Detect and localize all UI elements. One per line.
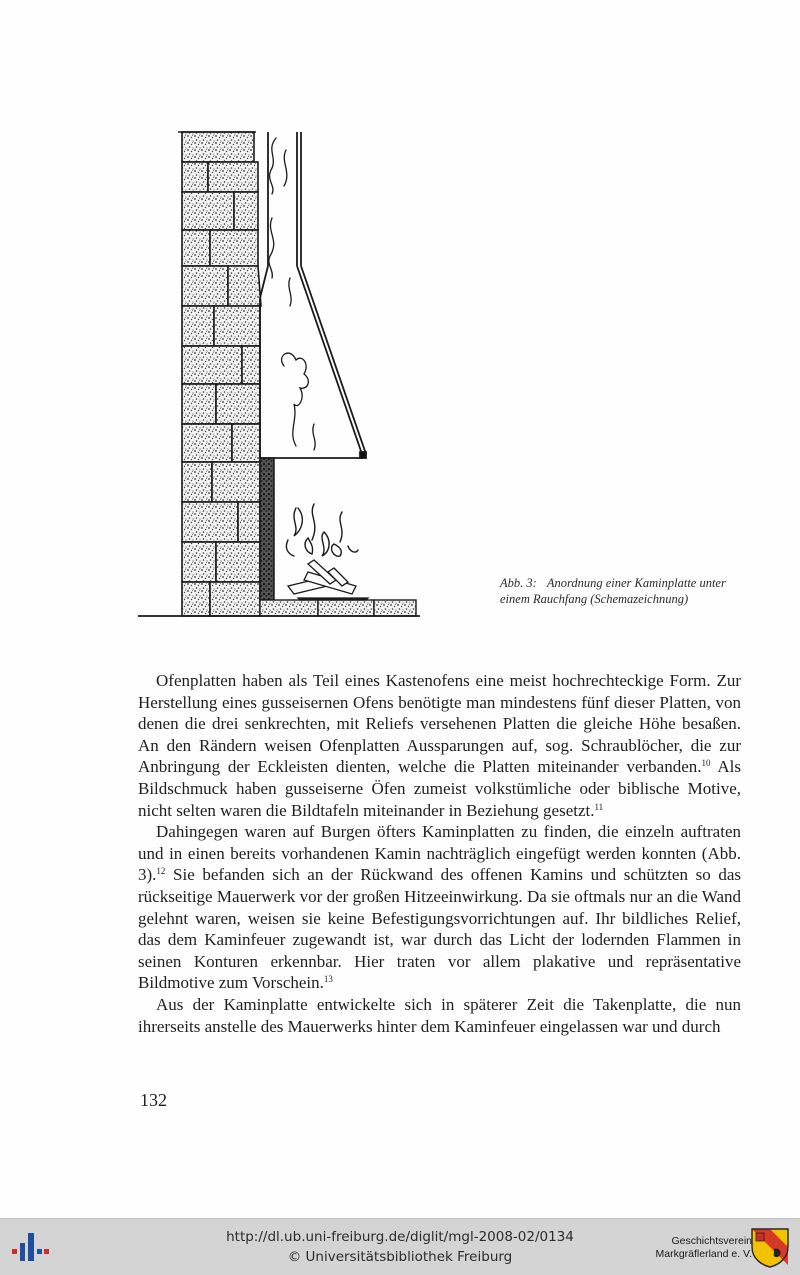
text-run: Sie befanden sich an der Rückwand des offenen Kamins und schützten so das rückseitige Mauerwerk vor der großen Hitzeeinwirkung. Da sie oftmals nur an die Wand gelehnt waren, weisen sie keine Befestigungsvorrichtungen auf. Ihr bildliches Relief, das dem Kaminfeuer zugewandt ist, war durch das Licht der lodernden Flammen in seinen Konturen erkennbar. Hier traten vor allem plakative und repräsentative Bildmotive zum Vorschein. xyxy=(138,865,741,993)
footnote-ref[interactable]: 10 xyxy=(701,758,711,769)
figure-caption xyxy=(500,575,740,607)
society-name xyxy=(640,1235,752,1261)
society-line-1: Geschichtsverein xyxy=(671,1235,752,1247)
paragraph xyxy=(138,670,741,821)
footnote-ref[interactable]: 12 xyxy=(156,866,166,877)
society-line-2: Markgräflerland e. V. xyxy=(655,1248,752,1260)
copyright-text: © Universitätsbibliothek Freiburg xyxy=(287,1249,513,1265)
hearth-floor xyxy=(260,600,416,616)
permalink-url[interactable]: http://dl.ub.uni-freiburg.de/diglit/mgl-2008-02/0134 xyxy=(226,1229,574,1245)
text-run: Aus der Kaminplatte entwickelte sich in späterer Zeit die Takenplatte, die nun ihrerseits anstelle des Mauerwerks hinter dem Kaminfeuer eingelassen war und durch xyxy=(138,994,741,1036)
footnote-ref[interactable]: 13 xyxy=(323,974,333,985)
fireplace-illustration xyxy=(138,128,438,623)
caption-text: Anordnung einer Kaminplatte unter einem Rauchfang (Schemazeichnung) xyxy=(500,576,726,606)
body-text xyxy=(138,670,741,1037)
paragraph xyxy=(138,821,741,994)
logs xyxy=(288,560,368,600)
chimney-hood xyxy=(260,132,366,458)
smoke xyxy=(269,138,315,450)
viewer-footer-bar xyxy=(0,1218,800,1275)
text-run: Ofenplatten haben als Teil eines Kastenofens eine meist hochrechteckige Form. Zur Herstellung eines gusseisernen Ofens benötigte man mindestens fünf dieser Platten, von denen die drei senkrechten, mit Reliefs versehenen Platten die gleiche Höhe besaßen. An den Rändern weisen Ofenplatten Aussparungen auf, sog. Schraublöcher, die zur Anbringung der Eckleisten dienten, welche die Platten miteinander verbanden. xyxy=(138,671,741,777)
stone-wall xyxy=(182,132,261,616)
fire xyxy=(286,504,358,556)
viewer-info xyxy=(150,1227,650,1267)
text-run: Als Bildschmuck haben gusseiserne Öfen zumeist volkstümliche oder biblische Motive, nicht selten waren die Bildtafeln miteinander in Beziehung gesetzt. xyxy=(138,757,741,820)
paragraph xyxy=(138,994,741,1037)
caption-label: Abb. 3: xyxy=(500,576,537,590)
ub-freiburg-logo-icon[interactable] xyxy=(10,1229,50,1265)
footnote-ref[interactable]: 11 xyxy=(594,801,604,812)
page-number: 132 xyxy=(140,1090,167,1110)
cast-iron-plate xyxy=(260,458,274,600)
coat-of-arms-icon xyxy=(748,1225,792,1269)
text-run: Dahingegen waren auf Burgen öfters Kaminplatten zu finden, die einzeln auftraten und in einen bereits vorhandenen Kamin nachträglich eingefügt werden konnten (Abb. 3). xyxy=(138,822,741,885)
